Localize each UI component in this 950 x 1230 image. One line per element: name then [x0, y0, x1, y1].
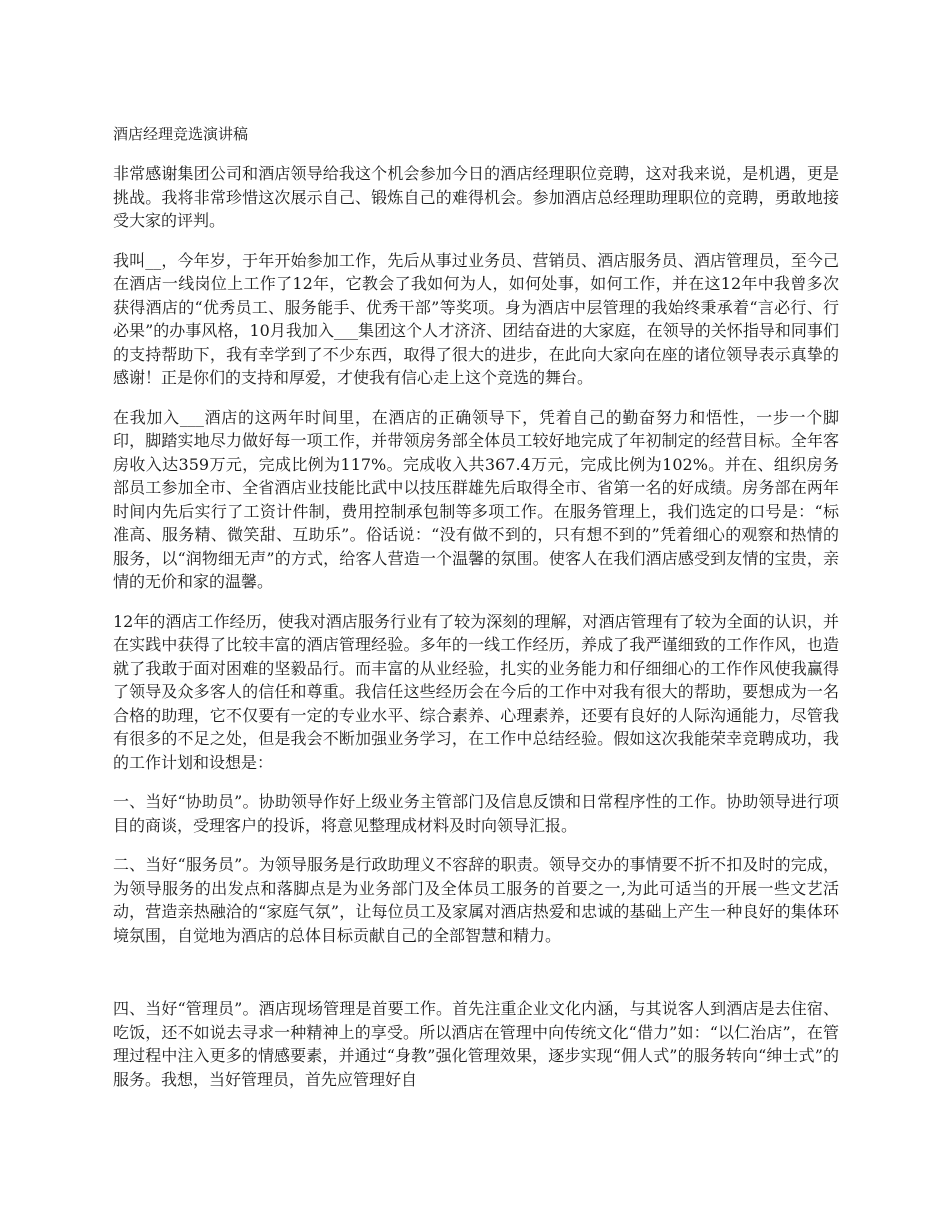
paragraph-plan-manager: 四、当好“管理员”。酒店现场管理是首要工作。首先注重企业文化内涵，与其说客人到酒店是去住宿、吃饭，还不如说去寻求一种精神上的享受。所以酒店在管理中向传统文化“借力”如：“以仁治店”，在管理过程中注入更多的情感要素，并通过“身教”强化管理效果，逐步实现“佣人式”的服务转向“绅士式”的服务。我想，当好管理员，首先应管理好自: [113, 999, 839, 1089]
paragraph-self-introduction: 我叫__，今年岁，于年开始参加工作，先后从事过业务员、营销员、酒店服务员、酒店管理员，至今己在酒店一线岗位上工作了12年，它教会了我如何为人，如何处事，如何工作，并在这12年中我曾多次获得酒店的“优秀员工、服务能手、优秀干部”等奖项。身为酒店中层管理的我始终秉承着“言必行、行必果”的办事风格，10月我加入___集团这个人才济济、团结奋进的大家庭，在领导的关怀指导和同事们的支持帮助下，我有幸学到了不少东西，取得了很大的进步，在此向大家向在座的诸位领导表示真挚的感谢！正是你们的支持和厚爱，才使我有信心走上这个竞选的舞台。: [113, 250, 839, 387]
document-title: 酒店经理竞选演讲稿: [113, 125, 249, 143]
paragraph-achievements: 在我加入___酒店的这两年时间里，在酒店的正确领导下，凭着自己的勤奋努力和悟性，一步一个脚印，脚踏实地尽力做好每一项工作，并带领房务部全体员工较好地完成了年初制定的经营目标。全年客房收入达359万元，完成比例为117%。完成收入共367.4万元，完成比例为102%。并在、组织房务部员工参加全市、全省酒店业技能比武中以技压群雄先后取得全市、省第一名的好成绩。房务部在两年时间内先后实行了工资计件制，费用控制承包制等多项工作。在服务管理上，我们选定的口号是：“标准高、服务精、微笑甜、互助乐”。俗话说：“没有做不到的，只有想不到的”凭着细心的观察和热情的服务，以“润物细无声”的方式，给客人营造一个温馨的氛围。使客人在我们酒店感受到友情的宝贵，亲情的无价和家的温馨。: [113, 407, 839, 591]
document-page: [113, 122, 839, 1107]
paragraph-plan-assistant: 一、当好“协助员”。协助领导作好上级业务主管部门及信息反馈和日常程序性的工作。协助领导进行项目的商谈，受理客户的投诉，将意见整理成材料及时向领导汇报。: [113, 792, 839, 835]
paragraph-opening: 非常感谢集团公司和酒店领导给我这个机会参加今日的酒店经理职位竞聘，这对我来说，是机遇，更是挑战。我将非常珍惜这次展示自己、锻炼自己的难得机会。参加酒店总经理助理职位的竞聘，勇敢地接受大家的评判。: [113, 164, 839, 230]
paragraph-experience: 12年的酒店工作经历，使我对酒店服务行业有了较为深刻的理解，对酒店管理有了较为全面的认识，并在实践中获得了比较丰富的酒店管理经验。多年的一线工作经历，养成了我严谨细致的工作作风，也造就了我敢于面对困难的坚毅品行。而丰富的从业经验，扎实的业务能力和仔细细心的工作作风使我赢得了领导及众多客人的信任和尊重。我信任这些经历会在今后的工作中对我有很大的帮助，要想成为一名合格的助理，它不仅要有一定的专业水平、综合素养、心理素养，还要有良好的人际沟通能力，尽管我有很多的不足之处，但是我会不断加强业务学习，在工作中总结经验。假如这次我能荣幸竞聘成功，我的工作计划和设想是：: [113, 611, 839, 772]
paragraph-plan-service: 二、当好“服务员”。为领导服务是行政助理义不容辞的职责。领导交办的事情要不折不扣及时的完成，为领导服务的出发点和落脚点是为业务部门及全体员工服务的首要之一,为此可适当的开展一些文艺活动，营造亲热融洽的“家庭气氛”，让每位员工及家属对酒店热爱和忠诚的基础上产生一种良好的集体环境氛围，自觉地为酒店的总体目标贡献自己的全部智慧和精力。: [113, 855, 839, 945]
